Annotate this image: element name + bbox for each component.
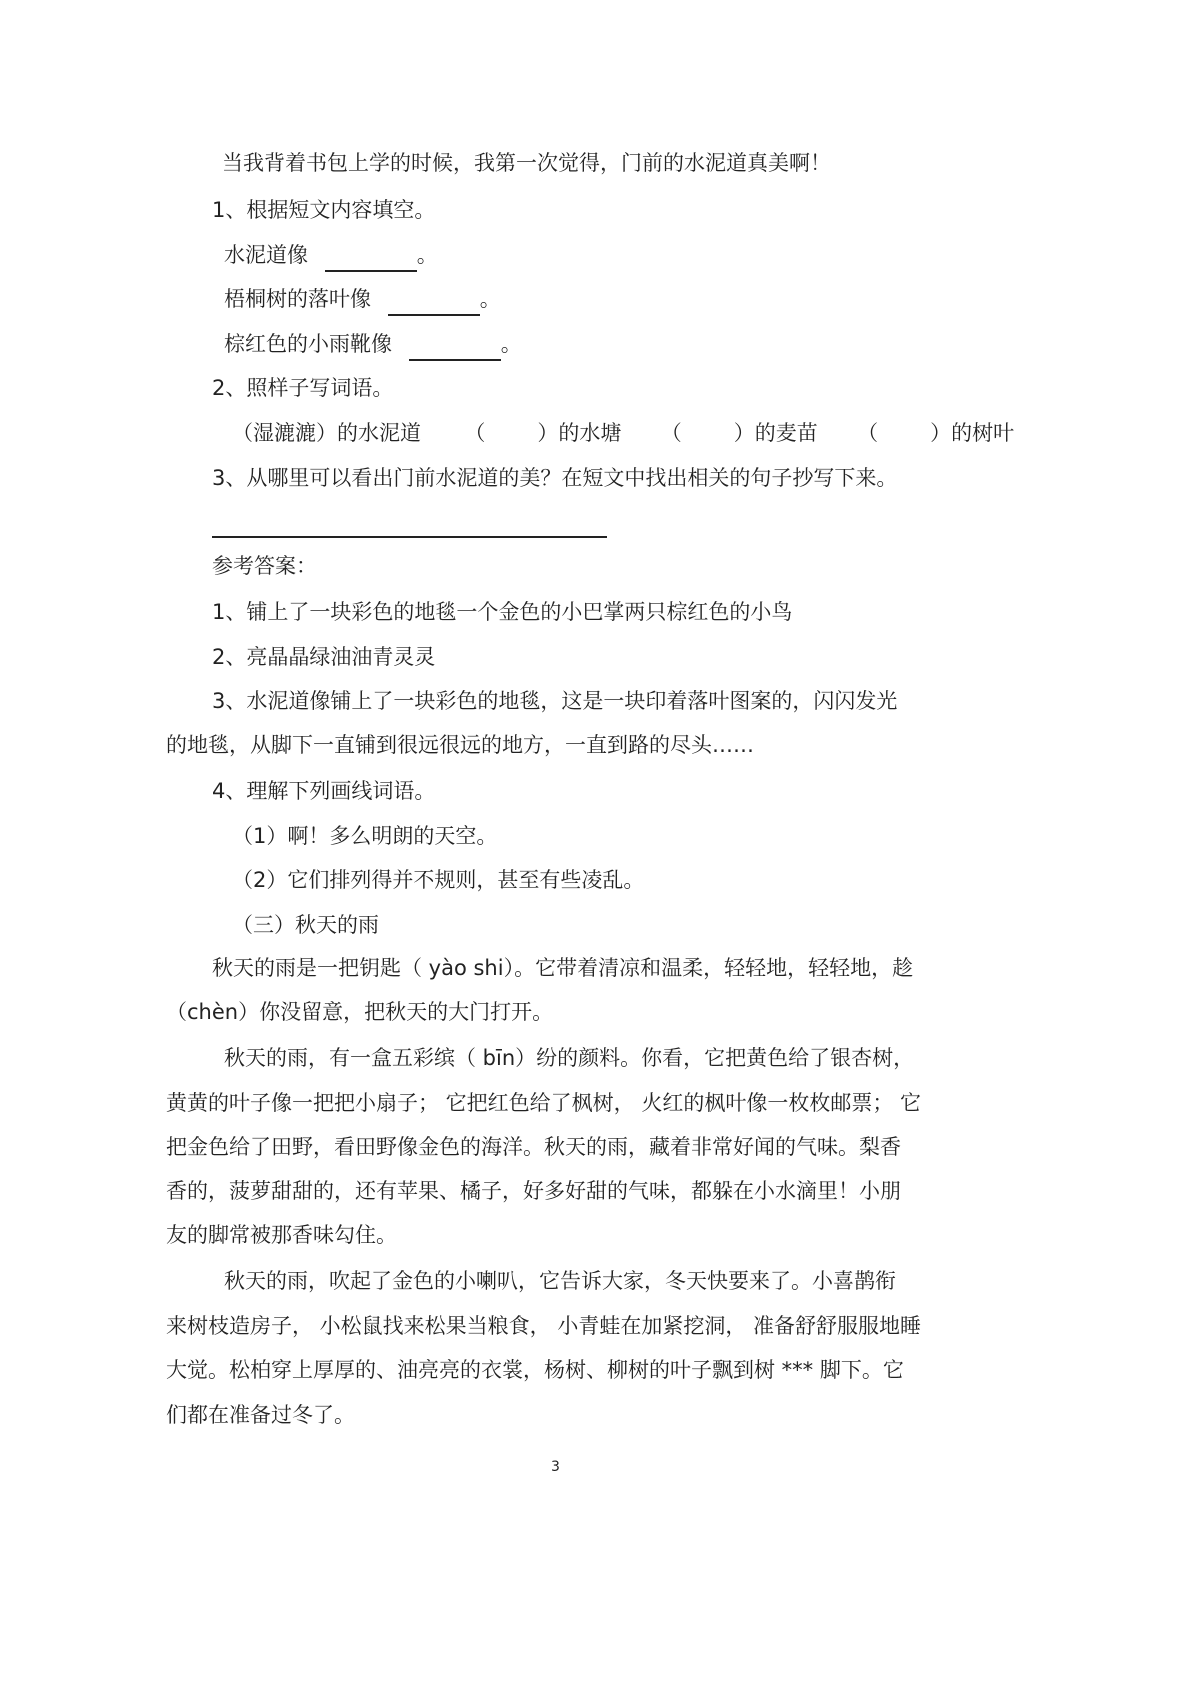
question-4-item: （2）它们排列得并不规则，甚至有些凌乱。 xyxy=(232,868,645,892)
paragraph-line: 香的，菠萝甜甜的，还有苹果、橘子，好多好甜的气味，都躲在小水滴里！小朋 xyxy=(166,1179,901,1203)
question-4-prompt: 4、理解下列画线词语。 xyxy=(212,779,436,803)
question-3-prompt: 3、从哪里可以看出门前水泥道的美？在短文中找出相关的句子抄写下来。 xyxy=(212,466,898,490)
paragraph-line: 秋天的雨是一把钥匙（ yào shi）。它带着清凉和温柔，轻轻地，轻轻地，趁 xyxy=(212,956,914,980)
blank-word: 的水塘 xyxy=(558,421,622,445)
intro-line: 当我背着书包上学的时候，我第一次觉得，门前的水泥道真美啊！ xyxy=(222,151,831,175)
answer-blank[interactable] xyxy=(388,284,480,316)
fill-item-end: 。 xyxy=(416,243,438,267)
fill-item-text: 棕红色的小雨靴像 xyxy=(224,332,392,356)
answer-blank[interactable] xyxy=(409,329,501,361)
paragraph-line: 秋天的雨，有一盒五彩缤（ bīn）纷的颜料。你看，它把黄色给了银杏树， xyxy=(224,1046,915,1070)
answer-3-line: 的地毯，从脚下一直铺到很远很远的地方，一直到路的尽头…… xyxy=(166,733,754,757)
paragraph-line: 来树枝造房子， 小松鼠找来松果当粮食， 小青蛙在加紧挖洞， 准备舒舒服服地睡 xyxy=(166,1314,922,1338)
answer-2: 2、亮晶晶绿油油青灵灵 xyxy=(212,645,436,669)
paren-close: ） xyxy=(537,421,559,445)
word-pattern-row xyxy=(232,418,1014,448)
paren-open: （ xyxy=(857,421,879,445)
paragraph-line: 大觉。松柏穿上厚厚的、油亮亮的衣裳，杨树、柳树的叶子飘到树 *** 脚下。它 xyxy=(166,1358,904,1382)
fill-item xyxy=(224,240,438,272)
answer-3-line: 3、水泥道像铺上了一块彩色的地毯，这是一块印着落叶图案的，闪闪发光 xyxy=(212,689,898,713)
paren-close: ） xyxy=(733,421,755,445)
blank-word: 的麦苗 xyxy=(754,421,818,445)
example-phrase: （湿漉漉）的水泥道 xyxy=(232,421,421,445)
fill-item-end: 。 xyxy=(479,287,501,311)
answer-heading: 参考答案： xyxy=(212,554,317,578)
answer-blank[interactable] xyxy=(325,240,417,272)
paragraph-line: 把金色给了田野，看田野像金色的海洋。秋天的雨，藏着非常好闻的气味。梨香 xyxy=(166,1135,901,1159)
fill-item-text: 梧桐树的落叶像 xyxy=(224,287,371,311)
section-title: （三）秋天的雨 xyxy=(232,913,379,937)
answer-line[interactable] xyxy=(212,536,607,538)
question-4-item: （1）啊！多么明朗的天空。 xyxy=(232,824,498,848)
paragraph-line: 友的脚常被那香味勾住。 xyxy=(166,1223,397,1247)
answer-1: 1、铺上了一块彩色的地毯一个金色的小巴掌两只棕红色的小鸟 xyxy=(212,600,793,624)
blank-word: 的树叶 xyxy=(951,421,1015,445)
question-2-prompt: 2、照样子写词语。 xyxy=(212,376,394,400)
fill-item xyxy=(224,329,522,361)
fill-item xyxy=(224,284,501,316)
paragraph-line: 们都在准备过冬了。 xyxy=(166,1403,355,1427)
question-1-prompt: 1、根据短文内容填空。 xyxy=(212,198,436,222)
paren-close: ） xyxy=(930,421,952,445)
paragraph-line: 黄黄的叶子像一把把小扇子； 它把红色给了枫树， 火红的枫叶像一枚枚邮票； 它 xyxy=(166,1091,922,1115)
paragraph-line: 秋天的雨，吹起了金色的小喇叭，它告诉大家，冬天快要来了。小喜鹊衔 xyxy=(224,1269,896,1293)
paragraph-line: （chèn）你没留意，把秋天的大门打开。 xyxy=(166,1000,554,1024)
paren-open: （ xyxy=(464,421,486,445)
fill-item-text: 水泥道像 xyxy=(224,243,308,267)
page-number: 3 xyxy=(551,1459,560,1475)
fill-item-end: 。 xyxy=(500,332,522,356)
paren-open: （ xyxy=(660,421,682,445)
